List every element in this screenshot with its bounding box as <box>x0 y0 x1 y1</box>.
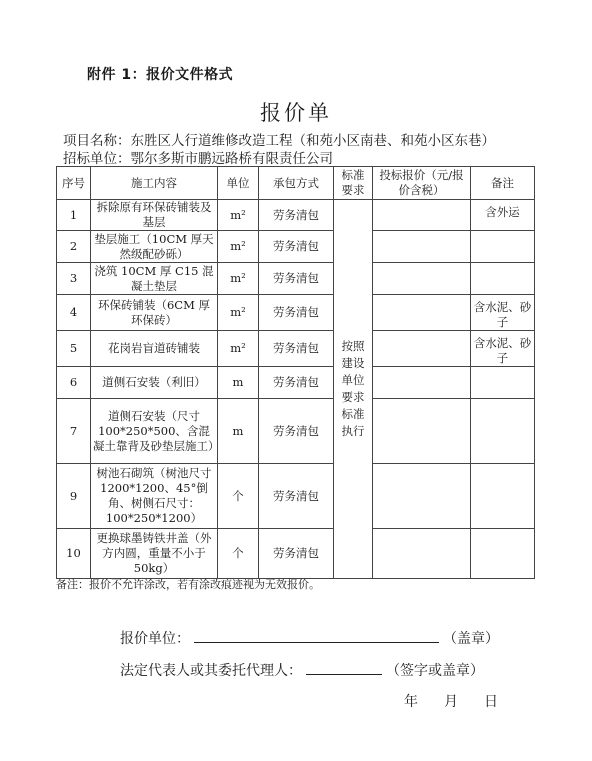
table-row <box>57 263 535 295</box>
project-label: 项目名称： <box>63 133 131 149</box>
day-label: 日 <box>484 694 498 710</box>
cell-unit: m² <box>218 263 259 295</box>
cell-unit: m <box>218 367 259 399</box>
header-unit: 单位 <box>218 167 259 200</box>
cell-no: 4 <box>57 295 91 331</box>
cell-no: 5 <box>57 331 91 367</box>
cell-remark <box>471 399 535 464</box>
cell-content: 树池石砌筑（树池尺寸 1200*1200、45°倒角、树侧石尺寸：100*250*1200） <box>91 464 218 529</box>
table-row <box>57 464 535 529</box>
table-note: 备注：报价不允许涂改，若有涂改痕迹视为无效报价。 <box>56 578 320 591</box>
cell-unit: m² <box>218 295 259 331</box>
cell-mode: 劳务清包 <box>259 464 334 529</box>
cell-remark: 含水泥、砂子 <box>471 331 535 367</box>
bidder-label: 报价单位： <box>120 631 190 647</box>
year-label: 年 <box>404 694 418 710</box>
bidder-blank[interactable] <box>194 628 439 643</box>
cell-no: 1 <box>57 200 91 231</box>
cell-remark <box>471 367 535 399</box>
table-row <box>57 367 535 399</box>
date-line <box>404 691 524 711</box>
table-row <box>57 399 535 464</box>
cell-content: 花岗岩盲道砖铺装 <box>91 331 218 367</box>
table-header-row <box>57 167 535 200</box>
rep-blank[interactable] <box>306 660 382 675</box>
cell-content: 浇筑 10CM 厚 C15 混凝土垫层 <box>91 263 218 295</box>
cell-mode: 劳务清包 <box>259 231 334 263</box>
cell-no: 7 <box>57 399 91 464</box>
cell-mode: 劳务清包 <box>259 331 334 367</box>
bidder-suffix: （盖章） <box>443 631 499 647</box>
cell-unit: 个 <box>218 529 259 579</box>
header-standard: 标准要求 <box>334 167 373 200</box>
tender-label: 招标单位： <box>63 151 131 167</box>
cell-price[interactable] <box>373 295 471 331</box>
cell-no: 9 <box>57 464 91 529</box>
header-content: 施工内容 <box>91 167 218 200</box>
cell-price[interactable] <box>373 529 471 579</box>
cell-remark <box>471 263 535 295</box>
cell-price[interactable] <box>373 263 471 295</box>
header-remark: 备注 <box>471 167 535 200</box>
cell-remark: 含外运 <box>471 200 535 231</box>
cell-price[interactable] <box>373 367 471 399</box>
table-row <box>57 200 535 231</box>
table-row <box>57 231 535 263</box>
cell-mode: 劳务清包 <box>259 200 334 231</box>
cell-no: 10 <box>57 529 91 579</box>
header-mode: 承包方式 <box>259 167 334 200</box>
cell-mode: 劳务清包 <box>259 263 334 295</box>
cell-remark: 含水泥、砂子 <box>471 295 535 331</box>
cell-mode: 劳务清包 <box>259 529 334 579</box>
cell-price[interactable] <box>373 331 471 367</box>
table-row <box>57 529 535 579</box>
cell-mode: 劳务清包 <box>259 367 334 399</box>
cell-mode: 劳务清包 <box>259 295 334 331</box>
cell-content: 环保砖铺装（6CM 厚环保砖） <box>91 295 218 331</box>
cell-content: 道侧石安装（利旧） <box>91 367 218 399</box>
month-label: 月 <box>444 694 458 710</box>
cell-content: 垫层施工（10CM 厚天然级配砂砾） <box>91 231 218 263</box>
header-no: 序号 <box>57 167 91 200</box>
tender-line <box>63 147 333 167</box>
cell-mode: 劳务清包 <box>259 399 334 464</box>
cell-unit: 个 <box>218 464 259 529</box>
tender-unit: 鄂尔多斯市鹏远路桥有限责任公司 <box>130 151 333 167</box>
table-row <box>57 295 535 331</box>
rep-suffix: （签字或盖章） <box>386 663 484 679</box>
cell-price[interactable] <box>373 399 471 464</box>
quote-table <box>56 166 535 579</box>
cell-price[interactable] <box>373 200 471 231</box>
cell-remark <box>471 231 535 263</box>
cell-remark <box>471 464 535 529</box>
cell-price[interactable] <box>373 464 471 529</box>
cell-content: 拆除原有环保砖铺装及基层 <box>91 200 218 231</box>
cell-unit: m² <box>218 231 259 263</box>
table-row <box>57 331 535 367</box>
bidder-signature-line <box>120 628 499 648</box>
rep-label: 法定代表人或其委托代理人： <box>120 663 302 679</box>
attachment-title: 附件 1：报价文件格式 <box>87 67 234 83</box>
cell-no: 6 <box>57 367 91 399</box>
document-title: 报价单 <box>260 101 332 125</box>
project-name: 东胜区人行道维修改造工程（和苑小区南巷、和苑小区东巷） <box>130 133 495 149</box>
header-price: 投标报价（元/报价含税） <box>373 167 471 200</box>
cell-price[interactable] <box>373 231 471 263</box>
cell-standard: 按照建设单位要求标准执行 <box>334 200 373 579</box>
project-line <box>63 129 495 149</box>
cell-content: 道侧石安装（尺寸100*250*500、含混凝土靠背及砂垫层施工） <box>91 399 218 464</box>
cell-content: 更换球墨铸铁井盖（外方内圆，重量不小于 50kg） <box>91 529 218 579</box>
cell-no: 2 <box>57 231 91 263</box>
cell-unit: m² <box>218 331 259 367</box>
cell-unit: m <box>218 399 259 464</box>
cell-no: 3 <box>57 263 91 295</box>
cell-remark <box>471 529 535 579</box>
representative-signature-line <box>120 660 484 680</box>
cell-unit: m² <box>218 200 259 231</box>
